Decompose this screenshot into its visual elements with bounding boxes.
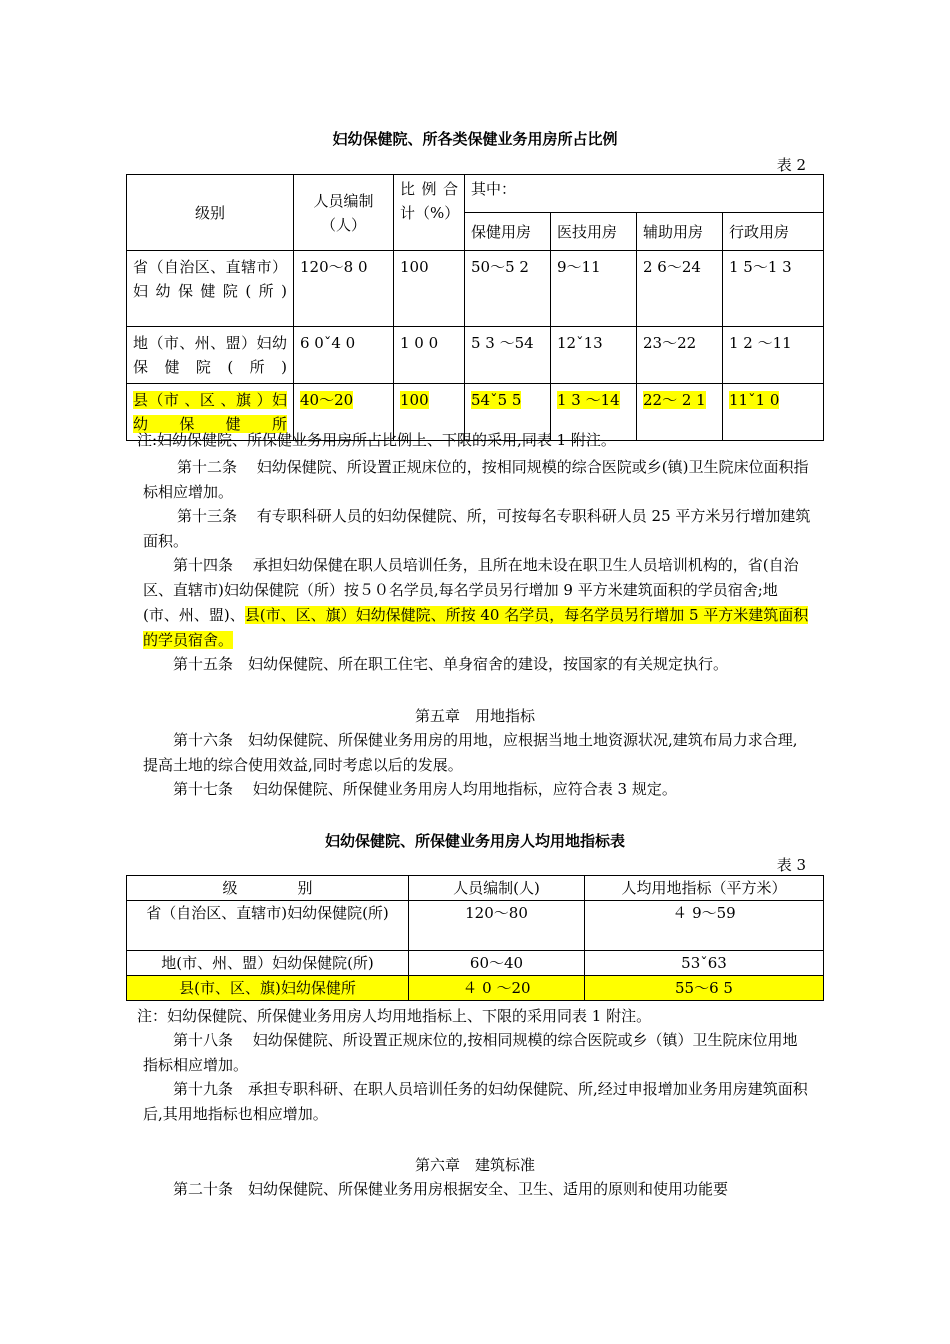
header-admin: 行政用房 [723, 213, 824, 251]
highlighted-text: 县(市、区、旗）妇幼保健院、所按 40 名学员，每名学员另行增加 5 平方米建筑面积的学员宿舍。 [143, 606, 809, 649]
article-17: 第十七条 妇幼保健院、所保健业务用房人均用地指标，应符合表 3 规定。 [173, 780, 677, 798]
row-health: 5 3 ～54 [465, 327, 551, 384]
row-level: 省（自治区、直辖市)妇幼保健院(所) [127, 901, 409, 951]
row-staff: 120～80 [409, 901, 585, 951]
chapter-6-heading: 第六章 建筑标准 [414, 1156, 535, 1174]
article-16: 第十六条 妇幼保健院、所保健业务用房的用地，应根据当地土地资源状况,建筑布局力求合理,提高土地的综合使用效益,同时考虑以后的发展。 [143, 731, 798, 774]
row-staff: 120～8 0 [294, 251, 394, 327]
row-level: 县(市、区、旗)妇幼保健所 [127, 976, 409, 1001]
header-staff: 人员编制(人) [409, 876, 585, 901]
highlighted-text: 1 3 ～14 [557, 391, 620, 409]
table-row [127, 951, 824, 976]
row-staff: ４ 0 ～20 [409, 976, 585, 1001]
highlighted-text: 县（市 、区 、旗 ）妇幼保健所 [133, 391, 287, 433]
row-admin: 1 2 ～11 [723, 327, 824, 384]
article-15: 第十五条 妇幼保健院、所在职工住宅、单身宿舍的建设，按国家的有关规定执行。 [173, 655, 729, 673]
table3 [126, 875, 824, 1001]
table-row [127, 251, 824, 327]
header-level: 级 别 [127, 876, 409, 901]
header-health: 保健用房 [465, 213, 551, 251]
article-14-text: 第十四条 承担妇幼保健在职人员培训任务，且所在地未设在职卫生人员培训机构的，省(自治区、直辖市)妇幼保健院（所）按５０名学员,每名学员另行增加 9 平方米建筑面积的学员宿舍;地(市、州、盟)、 [143, 556, 799, 624]
header-medical: 医技用房 [551, 213, 637, 251]
table-row [127, 976, 824, 1001]
row-land: 53ˇ63 [585, 951, 824, 976]
article-19: 第十九条 承担专职科研、在职人员培训任务的妇幼保健院、所,经过申报增加业务用房建筑面积后,其用地指标也相应增加。 [143, 1080, 808, 1123]
row-level: 省（自治区、直辖市） 妇幼保健院(所) [127, 251, 294, 327]
article-20: 第二十条 妇幼保健院、所保健业务用房根据安全、卫生、适用的原则和使用功能要 [173, 1180, 729, 1198]
article-14 [143, 553, 811, 653]
article-13: 第十三条 有专职科研人员的妇幼保健院、所，可按每名专职科研人员 25 平方米另行增加建筑面积。 [143, 507, 811, 550]
row-health: 50～5 2 [465, 251, 551, 327]
highlighted-text: 54ˇ5 5 [471, 391, 522, 409]
row-staff: 60～40 [409, 951, 585, 976]
row-land: 55～6 5 [585, 976, 824, 1001]
header-land: 人均用地指标（平方米） [585, 876, 824, 901]
table-row [127, 901, 824, 951]
table-row [127, 327, 824, 384]
row-staff: 6 0ˇ4 0 [294, 327, 394, 384]
highlighted-text: 11ˇ1 0 [729, 391, 780, 409]
table2-note: 注:妇幼保健院、所保健业务用房所占比例上、下限的采用,同表 1 附注。 [137, 431, 616, 449]
article-18: 第十八条 妇幼保健院、所设置正规床位的,按相同规模的综合医院或乡（镇）卫生院床位用地指标相应增加。 [143, 1031, 798, 1074]
highlighted-text: 22～ 2 1 [643, 391, 706, 409]
table2-title: 妇幼保健院、所各类保健业务用房所占比例 [332, 130, 618, 148]
header-aux: 辅助用房 [637, 213, 723, 251]
row-level: 地（市、州、盟）妇幼保健院(所) [127, 327, 294, 384]
row-admin [723, 384, 824, 441]
row-medical: 12ˇ13 [551, 327, 637, 384]
row-medical: 9～11 [551, 251, 637, 327]
chapter-5-heading: 第五章 用地指标 [414, 707, 535, 725]
row-aux: 2 6～24 [637, 251, 723, 327]
highlighted-text: 40～20 [300, 391, 354, 409]
table3-title: 妇幼保健院、所保健业务用房人均用地指标表 [324, 832, 625, 850]
row-total: 100 [394, 251, 465, 327]
table3-note: 注：妇幼保健院、所保健业务用房人均用地指标上、下限的采用同表 1 附注。 [137, 1007, 652, 1025]
header-of-which: 其中： [465, 175, 824, 213]
table3-label: 表 3 [776, 856, 806, 874]
row-aux [637, 384, 723, 441]
row-admin: 1 5～1 3 [723, 251, 824, 327]
table2 [126, 174, 824, 441]
row-total: 1 0 0 [394, 327, 465, 384]
row-aux: 23～22 [637, 327, 723, 384]
article-12: 第十二条 妇幼保健院、所设置正规床位的，按相同规模的综合医院或乡(镇)卫生院床位面积指标相应增加。 [143, 458, 809, 501]
header-level: 级别 [127, 175, 294, 251]
highlighted-text: 100 [400, 391, 429, 409]
row-level: 地(市、州、盟）妇幼保健院(所) [127, 951, 409, 976]
header-ratio-total: 比 例 合 计（%） [394, 175, 465, 251]
header-staff: 人员编制（人） [294, 175, 394, 251]
row-land: ４ 9～59 [585, 901, 824, 951]
table2-label: 表 2 [776, 156, 806, 174]
